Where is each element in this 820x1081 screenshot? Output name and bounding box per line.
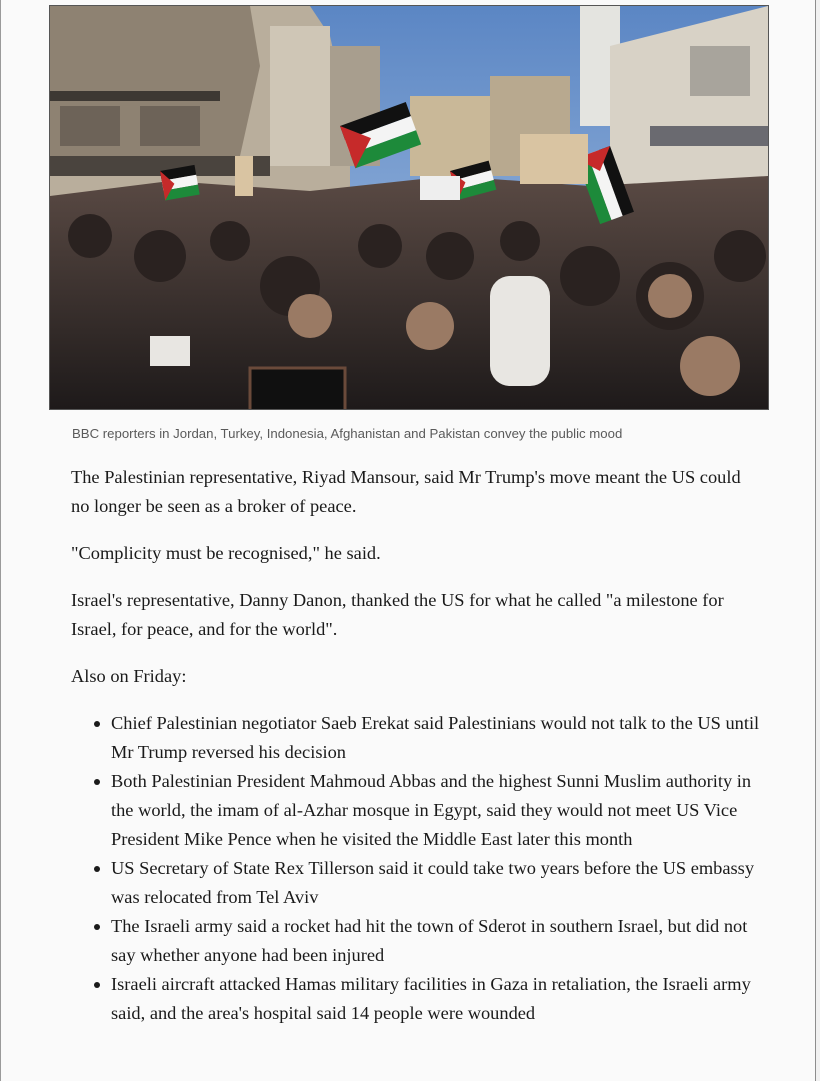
bullet-list [71, 709, 761, 1028]
protest-photo [49, 5, 769, 410]
paragraph: "Complicity must be recognised," he said. [71, 543, 381, 563]
paragraph: Also on Friday: [71, 666, 187, 686]
list-item: Chief Palestinian negotiator Saeb Erekat said Palestinians would not talk to the US until Mr Trump reversed his decision [111, 709, 761, 767]
list-item: The Israeli army said a rocket had hit the town of Sderot in southern Israel, but did not say whether anyone had been injured [111, 912, 761, 970]
protest-photo-icon [50, 6, 768, 409]
article-body [71, 463, 761, 1028]
list-item: US Secretary of State Rex Tillerson said it could take two years before the US embassy was relocated from Tel Aviv [111, 854, 761, 912]
photo-caption: BBC reporters in Jordan, Turkey, Indonesia, Afghanistan and Pakistan convey the public mood [72, 426, 623, 441]
list-item: Both Palestinian President Mahmoud Abbas and the highest Sunni Muslim authority in the world, the imam of al-Azhar mosque in Egypt, said they would not meet US Vice President Mike Pence when he visited the Middle East later this month [111, 767, 761, 854]
paragraph: Israel's representative, Danny Danon, thanked the US for what he called "a milestone for Israel, for peace, and for the world". [71, 590, 724, 639]
paragraph: The Palestinian representative, Riyad Mansour, said Mr Trump's move meant the US could no longer be seen as a broker of peace. [71, 467, 741, 516]
list-item: Israeli aircraft attacked Hamas military facilities in Gaza in retaliation, the Israeli army said, and the area's hospital said 14 people were wounded [111, 970, 761, 1028]
